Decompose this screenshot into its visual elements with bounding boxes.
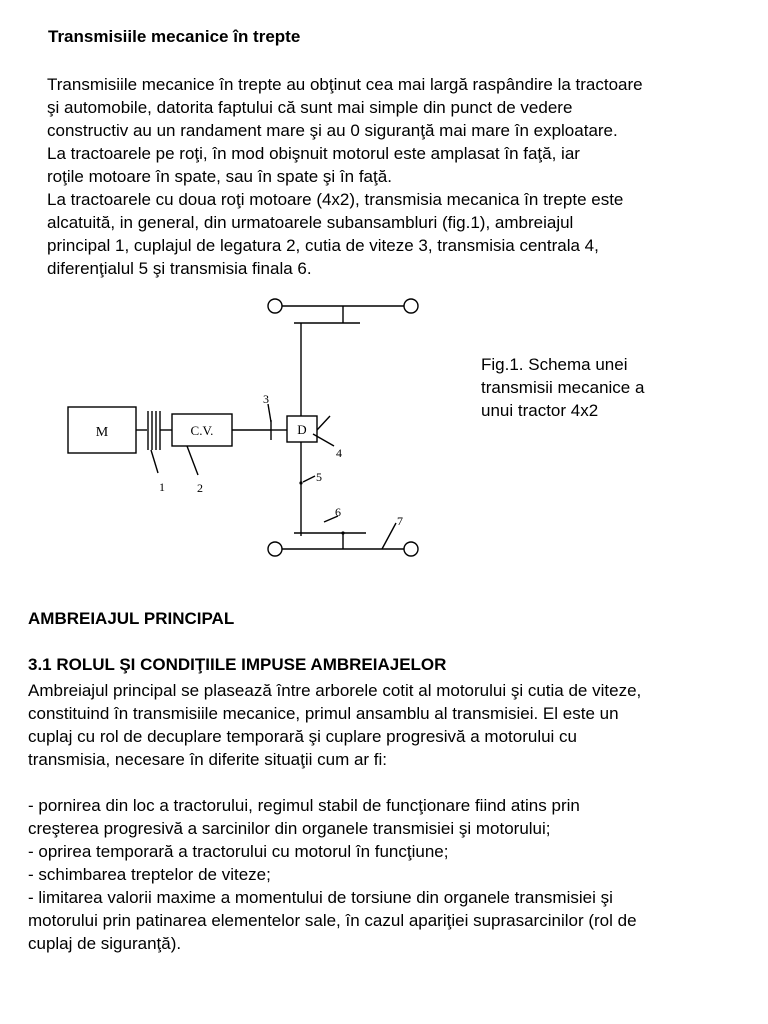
- gearbox-label: C.V.: [190, 423, 214, 438]
- intro-line: diferenţialul 5 şi transmisia finala 6.: [47, 259, 312, 278]
- paragraph-line: transmisia, necesare în diferite situaţii cum ar fi:: [28, 750, 388, 769]
- shaft-mark: [341, 531, 344, 534]
- front-right-wheel: [404, 299, 418, 313]
- rear-right-wheel: [404, 542, 418, 556]
- callout-2: 2: [197, 481, 203, 495]
- shaft-mark: [299, 481, 302, 484]
- intro-paragraph: [47, 73, 747, 280]
- section-title: AMBREIAJUL PRINCIPAL: [28, 609, 235, 628]
- list-line: - oprirea temporară a tractorului cu motorul în funcţiune;: [28, 842, 449, 861]
- leader-line-4: [313, 434, 334, 446]
- page-title: Transmisiile mecanice în trepte: [48, 27, 301, 46]
- paragraph-line: cuplaj cu rol de decuplare temporară şi cuplare progresivă a motorului cu: [28, 727, 578, 746]
- intro-line: La tractoarele cu doua roţi motoare (4x2), transmisia mecanica în trepte este: [47, 190, 624, 209]
- paragraph-gap: [28, 771, 748, 794]
- list-line: - limitarea valorii maxime a momentului de torsiune din organele transmisiei şi: [28, 888, 613, 907]
- intro-line: La tractoarele pe roţi, în mod obişnuit motorul este amplasat în faţă, iar: [47, 144, 580, 163]
- intro-line: alcatuită, in general, din urmatoarele subansambluri (fig.1), ambreiajul: [47, 213, 574, 232]
- callout-7: 7: [397, 514, 403, 528]
- paragraph-line: Ambreiajul principal se plasează între arborele cotit al motorului şi cutia de viteze,: [28, 681, 642, 700]
- figure-caption: [481, 353, 644, 422]
- leader-line-7: [382, 523, 396, 549]
- figure-caption-line: Fig.1. Schema unei: [481, 355, 628, 374]
- rear-left-wheel: [268, 542, 282, 556]
- figure-caption-line: transmisii mecanice a: [481, 378, 645, 397]
- leader-line-5: [303, 476, 315, 482]
- callout-1: 1: [159, 480, 165, 494]
- list-line: motorului prin patinarea elementelor sale, în cazul apariţiei suprasarcinilor (rol de: [28, 911, 637, 930]
- callout-3: 3: [263, 392, 269, 406]
- intro-line: Transmisiile mecanice în trepte au obţinut cea mai largă raspândire la tractoare: [47, 75, 643, 94]
- list-line: - schimbarea treptelor de viteze;: [28, 865, 271, 884]
- intro-line: roţile motoare în spate, sau în spate şi în faţă.: [47, 167, 392, 186]
- body-paragraph: [28, 679, 748, 955]
- differential-label: D: [297, 422, 307, 437]
- list-line: creşterea progresivă a sarcinilor din organele transmisiei şi motorului;: [28, 819, 551, 838]
- leader-line-3: [268, 404, 271, 422]
- paragraph-line: constituind în transmisiile mecanice, primul ansamblu al transmisiei. El este un: [28, 704, 619, 723]
- intro-line: principal 1, cuplajul de legatura 2, cutia de viteze 3, transmisia centrala 4,: [47, 236, 599, 255]
- engine-label: M: [95, 425, 109, 440]
- subsection-title: 3.1 ROLUL ŞI CONDIŢIILE IMPUSE AMBREIAJELOR: [28, 655, 447, 674]
- callout-5: 5: [316, 470, 322, 484]
- leader-line-2: [187, 446, 198, 475]
- list-line: cuplaj de siguranţă).: [28, 934, 182, 953]
- list-line: - pornirea din loc a tractorului, regimul stabil de funcţionare fiind atins prin: [28, 796, 580, 815]
- callout-6: 6: [335, 505, 341, 519]
- transmission-diagram: [64, 290, 434, 565]
- central-drive-pinion: [317, 416, 330, 430]
- leader-line-1: [151, 450, 158, 473]
- figure-caption-line: unui tractor 4x2: [481, 401, 599, 420]
- intro-line: constructiv au un randament mare şi au 0 siguranţă mai mare în exploatare.: [47, 121, 618, 140]
- intro-line: şi automobile, datorita faptului că sunt mai simple din punct de vedere: [47, 98, 573, 117]
- front-left-wheel: [268, 299, 282, 313]
- callout-4: 4: [336, 446, 342, 460]
- transmission-diagram-svg: [64, 290, 434, 565]
